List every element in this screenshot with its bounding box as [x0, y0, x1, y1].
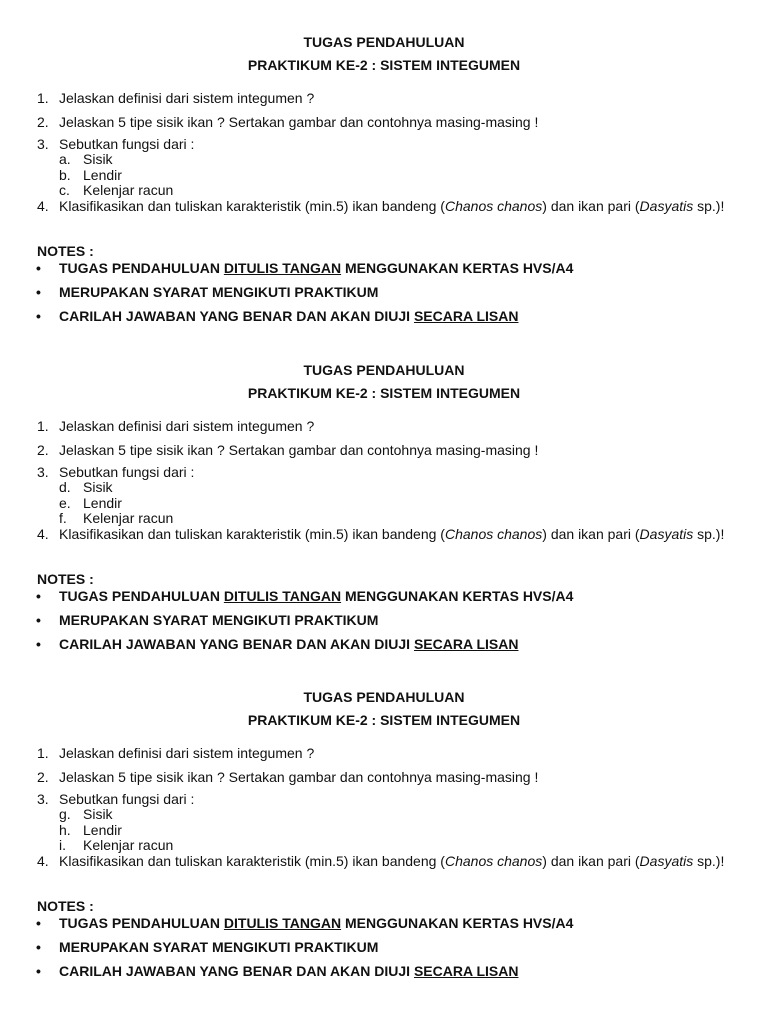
notes-heading: NOTES : — [37, 243, 94, 259]
page-title: TUGAS PENDAHULUAN — [303, 362, 465, 378]
page-subtitle: PRAKTIKUM KE-2 : SISTEM INTEGUMEN — [247, 712, 521, 728]
bullet-icon: • — [36, 939, 41, 955]
bullet-icon: • — [36, 284, 41, 300]
assignment-block-3: TUGAS PENDAHULUAN PRAKTIKUM KE-2 : SISTEM INTEGUMEN 1. Jelaskan definisi dari sistem integumen ? 2. Jelaskan 5 tipe sisik ikan ? Sertakan gambar dan contohnya masing-masing ! 3. Sebutkan fungsi dari : g. Sisik h. Lendir i. Kelenjar racun 4. Klasifikasikan dan tuliskan karakteristik (min.5) ikan bandeng (Chanos chanos) dan ikan pari (Dasyatis sp.)! NOTES : • TUGAS PENDAHULUAN DITULIS TANGAN MENGGUNAKAN KERTAS HVS/A4 • MERUPAKAN SYARAT MENGIKUTI PRAKTIKUM • CARILAH JAWABAN YANG BENAR DAN AKAN DIUJI SECARA LISAN — [0, 655, 768, 985]
page-title: TUGAS PENDAHULUAN — [303, 689, 465, 705]
bullet-icon: • — [36, 636, 41, 652]
page-subtitle: PRAKTIKUM KE-2 : SISTEM INTEGUMEN — [247, 385, 521, 401]
assignment-block-2: TUGAS PENDAHULUAN PRAKTIKUM KE-2 : SISTEM INTEGUMEN 1. Jelaskan definisi dari sistem integumen ? 2. Jelaskan 5 tipe sisik ikan ? Sertakan gambar dan contohnya masing-masing ! 3. Sebutkan fungsi dari : d. Sisik e. Lendir f. Kelenjar racun 4. Klasifikasikan dan tuliskan karakteristik (min.5) ikan bandeng (Chanos chanos) dan ikan pari (Dasyatis sp.)! NOTES : • TUGAS PENDAHULUAN DITULIS TANGAN MENGGUNAKAN KERTAS HVS/A4 • MERUPAKAN SYARAT MENGIKUTI PRAKTIKUM • CARILAH JAWABAN YANG BENAR DAN AKAN DIUJI SECARA LISAN — [0, 328, 768, 658]
bullet-icon: • — [36, 915, 41, 931]
assignment-block-1: TUGAS PENDAHULUAN PRAKTIKUM KE-2 : SISTEM INTEGUMEN 1. Jelaskan definisi dari sistem integumen ? 2. Jelaskan 5 tipe sisik ikan ? Sertakan gambar dan contohnya masing-masing ! 3. Sebutkan fungsi dari : a. Sisik b. Lendir c. Kelenjar racun 4. Klasifikasikan dan tuliskan karakteristik (min.5) ikan bandeng (Chanos chanos) dan ikan pari (Dasyatis sp.)! NOTES : • TUGAS PENDAHULUAN DITULIS TANGAN MENGGUNAKAN KERTAS HVS/A4 • MERUPAKAN SYARAT MENGIKUTI PRAKTIKUM • CARILAH JAWABAN YANG BENAR DAN AKAN DIUJI SECARA LISAN — [0, 0, 768, 330]
bullet-icon: • — [36, 260, 41, 276]
page-subtitle: PRAKTIKUM KE-2 : SISTEM INTEGUMEN — [247, 57, 521, 73]
bullet-icon: • — [36, 612, 41, 628]
notes-heading: NOTES : — [37, 898, 94, 914]
page-title: TUGAS PENDAHULUAN — [303, 34, 465, 50]
bullet-icon: • — [36, 963, 41, 979]
bullet-icon: • — [36, 588, 41, 604]
notes-heading: NOTES : — [37, 571, 94, 587]
bullet-icon: • — [36, 308, 41, 324]
